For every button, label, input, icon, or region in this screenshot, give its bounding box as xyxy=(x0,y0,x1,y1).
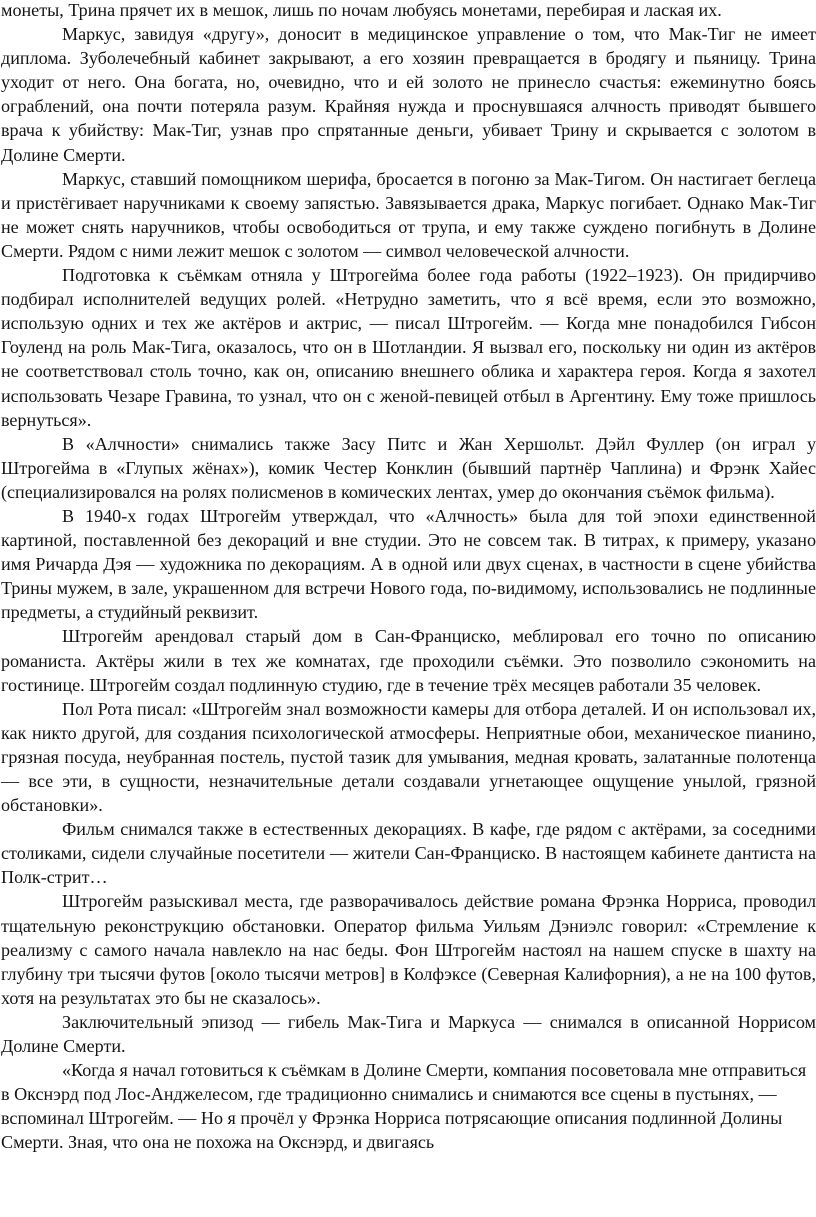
paragraph: Заключительный эпизод — гибель Мак-Тига и Маркуса — снимался в описанной Норрисом Долине Смерти. xyxy=(1,1011,816,1057)
paragraph: Фильм снимался также в естественных декорациях. В кафе, где рядом с актёрами, за соседними столиками, сидели случайные посетители — жители Сан-Франциско. В настоящем кабинете дантиста на Полк-стрит… xyxy=(1,819,816,888)
paragraph: Штрогейм арендовал старый дом в Сан-Франциско, меблировал его точно по описанию романиста. Актёры жили в тех же комнатах, где проходили съёмки. Это позволило сэкономить на гостинице. Штрогейм создал подлинную студию, где в течение трёх месяцев работали 35 человек. xyxy=(1,626,816,695)
paragraph: Маркус, завидуя «другу», доносит в медицинское управление о том, что Мак-Тиг не имеет диплома. Зуболечебный кабинет закрывают, а его хозяин превращается в бродягу и пьяницу. Трина уходит от него. Она богата, но, очевидно, что и ей золото не принесло счастья: ежеминутно боясь ограблений, она почти потеряла разум. Крайняя нужда и проснувшаяся алчность приводят бывшего врача к убийству: Мак-Тиг, узнав про спрятанные деньги, убивает Трину и скрывается с золотом в Долине Смерти. xyxy=(1,24,816,165)
document-body xyxy=(1,0,816,1155)
paragraph: Пол Рота писал: «Штрогейм знал возможности камеры для отбора деталей. И он использовал их, как никто другой, для создания психологической атмосферы. Неприятные обои, механическое пианино, грязная посуда, неубранная постель, пустой тазик для умывания, медная кровать, залатанные полотенца — все эти, в сущности, незначительные детали создавали угнетающее ощущение унылой, грязной обстановки». xyxy=(1,698,816,816)
paragraph: монеты, Трина прячет их в мешок, лишь по ночам любуясь монетами, перебирая и лаская их. xyxy=(1,0,722,20)
paragraph: В «Алчности» снимались также Засу Питс и Жан Хершольт. Дэйл Фуллер (он играл у Штрогейма в «Глупых жёнах»), комик Честер Конклин (бывший партнёр Чаплина) и Фрэнк Хайес (специализировался на ролях полисменов в комических лентах, умер до окончания съёмок фильма). xyxy=(1,433,816,502)
paragraph: В 1940-х годах Штрогейм утверждал, что «Алчность» была для той эпохи единственной картиной, поставленной без декораций и вне студии. Это не совсем так. В титрах, к примеру, указано имя Ричарда Дэя — художника по декорациям. А в одной или двух сценах, в частности в сцене убийства Трины мужем, в зале, украшенном для встречи Нового года, по-видимому, использовались не подлинные предметы, а студийный реквизит. xyxy=(1,505,816,623)
paragraph: «Когда я начал готовиться к съёмкам в Долине Смерти, компания посоветовала мне отправиться в Окснэрд под Лос-Анджелесом, где традиционно снимались и снимаются все сцены в пустынях, — вспоминал Штрогейм. — Но я прочёл у Фрэнка Норриса потрясающие описания подлинной Долины Смерти. Зная, что она не похожа на Окснэрд, и двигаясь xyxy=(1,1060,807,1153)
paragraph: Штрогейм разыскивал места, где разворачивалось действие романа Фрэнка Норриса, проводил тщательную реконструкцию обстановки. Оператор фильма Уильям Дэниэлс говорил: «Стремление к реализму с самого начала навлекло на нас беды. Фон Штрогейм настоял на нашем спуске в шахту на глубину три тысячи футов [около тысячи метров] в Колфэксе (Северная Калифорния), а не на 100 футов, хотя на результатах это бы не сказалось». xyxy=(1,891,816,1008)
paragraph: Подготовка к съёмкам отняла у Штрогейма более года работы (1922–1923). Он придирчиво подбирал исполнителей ведущих ролей. «Нетрудно заметить, что я всё время, если это возможно, использую одних и тех же актёров и актрис, — писал Штрогейм. — Когда мне понадобился Гибсон Гоуленд на роль Мак-Тига, оказалось, что он в Шотландии. Я вызвал его, поскольку ни один из актёров не соответствовал столь точно, как он, описанию внешнего облика и характера героя. Когда я захотел использовать Чезаре Гравина, то узнал, что он с женой-певицей отбыл в Аргентину. Ему тоже пришлось вернуться». xyxy=(1,265,816,430)
paragraph: Маркус, ставший помощником шерифа, бросается в погоню за Мак-Тигом. Он настигает беглеца и пристёгивает наручниками к своему запястью. Завязывается драка, Маркус погибает. Однако Мак-Тиг не может снять наручников, чтобы освободиться от трупа, и ему также суждено погибнуть в Долине Смерти. Рядом с ними лежит мешок с золотом — символ человеческой алчности. xyxy=(1,168,816,261)
